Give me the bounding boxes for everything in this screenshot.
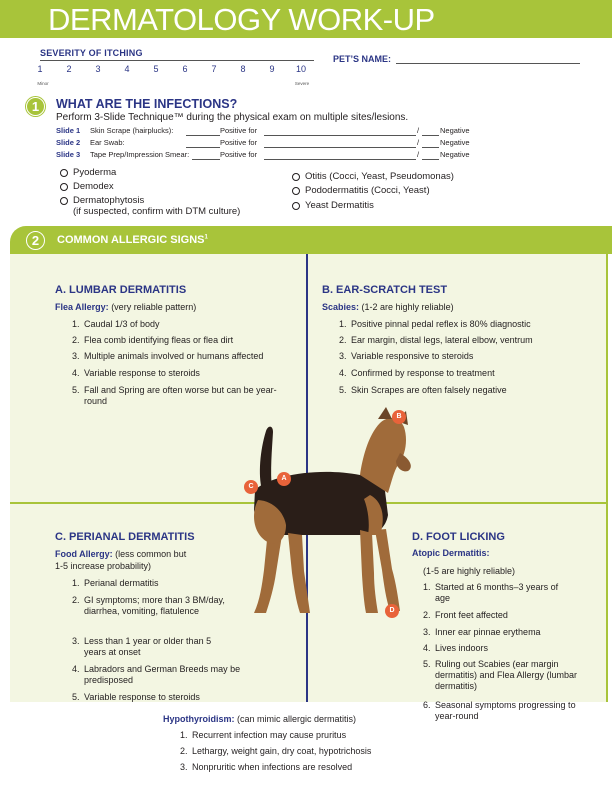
severity-option-3[interactable]: 3 xyxy=(95,64,101,74)
region-marker-b: B xyxy=(392,410,406,424)
slide-row: Slide 2 Ear Swab: Positive for / Negative xyxy=(56,138,470,147)
negative-label: Negative xyxy=(440,150,470,159)
list-item: 3. Inner ear pinnae erythema xyxy=(423,627,541,637)
positive-field[interactable] xyxy=(264,135,416,136)
pet-name-field[interactable] xyxy=(396,63,580,64)
section-c-subtitle-line2: 1-5 increase probability) xyxy=(55,561,152,571)
list-item: 1. Perianal dermatitis xyxy=(72,578,159,588)
list-item: 5. Ruling out Scabies (ear margin dermatitis) and Flea Allergy (lumbar dermatitis) xyxy=(423,659,578,691)
step-1-badge: 1 xyxy=(26,97,45,116)
list-item: 1. Started at 6 months–3 years of age xyxy=(423,582,559,603)
infection-option-demodex[interactable]: Demodex xyxy=(60,181,114,192)
slide-text: Tape Prep/Impression Smear: xyxy=(90,150,190,159)
severity-option-2[interactable]: 2 xyxy=(66,64,72,74)
list-item: 1. Recurrent infection may cause pruritus xyxy=(180,730,347,740)
section-d-subtitle: Atopic Dermatitis: xyxy=(412,548,490,558)
list-item: 3. Less than 1 year or older than 5 years at onset xyxy=(72,636,212,657)
list-item: 5. Variable response to steroids xyxy=(72,692,200,702)
list-item: 2. Front feet affected xyxy=(423,610,508,620)
negative-check[interactable] xyxy=(422,135,439,136)
negative-check[interactable] xyxy=(422,147,439,148)
positive-label: Positive for xyxy=(220,150,258,159)
pet-name-label: PET’S NAME: xyxy=(333,54,392,64)
infection-option-dermatophytosis[interactable]: Dermatophytosis xyxy=(60,195,144,206)
list-item: 5. Skin Scrapes are often falsely negative xyxy=(339,385,507,395)
severity-line xyxy=(40,60,314,61)
severity-option-9[interactable]: 9 xyxy=(269,64,275,74)
positive-field[interactable] xyxy=(264,147,416,148)
severity-option-7[interactable]: 7 xyxy=(211,64,217,74)
list-item: 1. Caudal 1/3 of body xyxy=(72,319,160,329)
section-2-title: COMMON ALLERGIC SIGNS$^1$ xyxy=(57,234,208,246)
section-a-subtitle: Flea Allergy: (very reliable pattern) xyxy=(55,302,197,312)
severity-option-5[interactable]: 5 xyxy=(153,64,159,74)
positive-label: Positive for xyxy=(220,126,258,135)
section-b-subtitle: Scabies: (1-2 are highly reliable) xyxy=(322,302,454,312)
severity-label: SEVERITY OF ITCHING xyxy=(40,48,143,58)
list-item: 3. Nonpruritic when infections are resolved xyxy=(180,762,353,772)
blank-line[interactable] xyxy=(186,147,220,148)
slide-label: Slide 1 xyxy=(56,126,81,135)
infection-option-pododermatitis[interactable]: Pododermatitis (Cocci, Yeast) xyxy=(292,185,430,196)
region-marker-c: C xyxy=(244,480,258,494)
list-item: 3. Variable responsive to steroids xyxy=(339,351,474,361)
positive-label: Positive for xyxy=(220,138,258,147)
section-1-title: WHAT ARE THE INFECTIONS? xyxy=(56,97,238,111)
slide-label: Slide 3 xyxy=(56,150,81,159)
list-item: 2. Ear margin, distal legs, lateral elbow, ventrum xyxy=(339,335,533,345)
list-item: 4. Lives indoors xyxy=(423,643,489,653)
region-marker-d: D xyxy=(385,604,399,618)
region-marker-a: A xyxy=(277,472,291,486)
severity-option-4[interactable]: 4 xyxy=(124,64,130,74)
footnote-marker: 1 xyxy=(204,234,208,241)
severity-option-1[interactable]: 1 xyxy=(37,64,43,74)
positive-field[interactable] xyxy=(264,159,416,160)
dog-illustration xyxy=(210,405,420,620)
list-item: 1. Positive pinnal pedal reflex is 80% diagnostic xyxy=(339,319,531,329)
list-item: 4. Confirmed by response to treatment xyxy=(339,368,495,378)
list-item: 4. Variable response to steroids xyxy=(72,368,200,378)
list-item: 2. Flea comb identifying fleas or flea dirt xyxy=(72,335,234,345)
negative-label: Negative xyxy=(440,138,470,147)
infection-option-otitis[interactable]: Otitis (Cocci, Yeast, Pseudomonas) xyxy=(292,171,454,182)
dermatophytosis-note: (if suspected, confirm with DTM culture) xyxy=(73,206,241,217)
list-item: 4. Labradors and German Breeds may be predisposed xyxy=(72,664,241,685)
slide-row: Slide 3 Tape Prep/Impression Smear: Positive for / Negative xyxy=(56,150,470,159)
hypothyroidism-title: Hypothyroidism: (can mimic allergic dermatitis) xyxy=(163,714,357,724)
negative-check[interactable] xyxy=(422,159,439,160)
slide-text: Ear Swab: xyxy=(90,138,125,147)
step-2-badge: 2 xyxy=(26,231,45,250)
list-item: 2. Lethargy, weight gain, dry coat, hypotrichosis xyxy=(180,746,372,756)
blank-line[interactable] xyxy=(186,135,220,136)
slide-label: Slide 2 xyxy=(56,138,81,147)
section-1-description: Perform 3-Slide Technique™ during the physical exam on multiple sites/lesions. xyxy=(56,112,409,123)
negative-label: Negative xyxy=(440,126,470,135)
section-c-title: C. PERIANAL DERMATITIS xyxy=(55,531,195,543)
list-item: 6. Seasonal symptoms progressing to year-round xyxy=(423,700,576,721)
section-c-subtitle: Food Allergy: (less common but xyxy=(55,549,187,559)
slide-row: Slide 1 Skin Scrape (hairplucks): Positive for / Negative xyxy=(56,126,470,135)
severity-option-8[interactable]: 8 xyxy=(240,64,246,74)
list-item: 2. GI symptoms; more than 3 BM/day, diarrhea, vomiting, flatulence xyxy=(72,595,225,616)
list-item: 5. Fall and Spring are often worse but can be year-round xyxy=(72,385,277,406)
document-title: DERMATOLOGY WORK-UP xyxy=(48,2,435,37)
severity-max-label: Severe xyxy=(294,81,310,86)
infection-option-pyoderma[interactable]: Pyoderma xyxy=(60,167,116,178)
section-d-title: D. FOOT LICKING xyxy=(412,531,505,543)
blank-line[interactable] xyxy=(192,159,220,160)
severity-option-10[interactable]: 10 xyxy=(295,64,306,74)
list-item: 3. Multiple animals involved or humans affected xyxy=(72,351,264,361)
panel-right-border xyxy=(606,254,608,702)
section-b-title: B. EAR-SCRATCH TEST xyxy=(322,284,448,296)
severity-min-label: Minor xyxy=(37,81,49,86)
infection-option-yeast-dermatitis[interactable]: Yeast Dermatitis xyxy=(292,200,374,211)
severity-option-6[interactable]: 6 xyxy=(182,64,188,74)
slide-text: Skin Scrape (hairplucks): xyxy=(90,126,174,135)
section-d-subtitle-line2: (1-5 are highly reliable) xyxy=(423,566,516,576)
section-a-title: A. LUMBAR DERMATITIS xyxy=(55,284,187,296)
